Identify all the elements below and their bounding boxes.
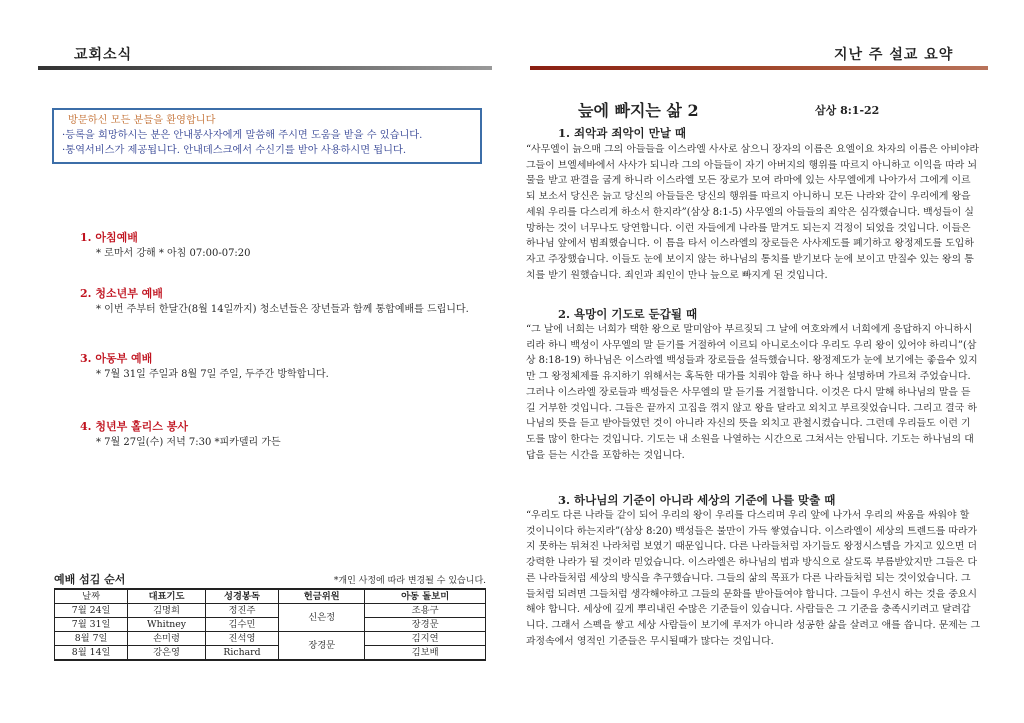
schedule-table bbox=[54, 588, 486, 661]
sermon-reference: 삼상 8:1-22 bbox=[815, 104, 880, 117]
news-body: * 7월 27일(수) 저녁 7:30 *피카델리 가든 bbox=[96, 437, 281, 448]
news-item-morning-service bbox=[80, 229, 251, 259]
welcome-translation-note: ·통역서비스가 제공됩니다. 안내데스크에서 수신기를 받아 사용하시면 됩니다. bbox=[62, 145, 407, 156]
cell-date: 8월 7일 bbox=[55, 632, 128, 646]
sermon-point-text: “우리도 다른 나라들 같이 되어 우리의 왕이 우리를 다스리며 우리 앞에 나가서 우리의 싸움을 싸워야 할 것이니이다 하는지라”(삼상 8:20) 백성들은 불만이 가득 쌓였습니다. 이스라엘이 세상의 트렌드를 따라가지 못하는 뒤쳐진 나라처럼 보였기 때문입니다. 다른 나라들처럼 자기들도 왕정시스템을 가지고 있으면 더 강력한 나라가 될 것이라 믿었습니다. 이스라엘은 하나님의 법과 방식으로 살도록 부름받았지만 그들은 다른 나라들처럼 세상의 방식을 추구했습니다. 그들의 삶의 목표가 다른 나라들처럼 되는 것이었습니다. 그들처럼 되려면 그들처럼 생각해야하고 그들의 문화를 받아들여야 합니다. 그들이 우선시 하는 것을 중요시해야 합니다. 세상에 깊게 뿌리내린 수많은 기준들이 있습니다. 사람들은 그 기준을 충족시키려고 달려갑니다. 그래서 스펙을 쌓고 세상 사람들이 보기에 루저가 아니라 성공한 삶을 살려고 애를 씁니다. 문제는 그 과정속에서 영적인 기준들은 무시될때가 많다는 것입니다. bbox=[526, 510, 981, 647]
section-header-sermon-summary: 지난 주 설교 요약 bbox=[834, 47, 954, 63]
welcome-greeting: 방문하신 모든 분들을 환영합니다 bbox=[68, 115, 216, 126]
schedule-note: *개인 사정에 따라 변경될 수 있습니다. bbox=[333, 576, 486, 586]
col-childcare: 아동 돌보미 bbox=[365, 589, 486, 604]
sermon-point-text: “그 날에 너희는 너희가 택한 왕으로 말미암아 부르짖되 그 날에 여호와께서 너희에게 응답하지 아니하시리라 하니 백성이 사무엘의 말 듣기를 거절하여 이르되 아니로소이다 우리도 우리 왕이 있어야 하리니”(삼상 8:18-19) 하나님은 이스라엘 백성들과 장로들을 설득했습니다. 왕정제도가 눈에 보기에는 좋을수 있지만 그 왕정체제를 유지하기 위해서는 혹독한 대가를 치뤄야 함을 하나 하나 설명하며 가르쳐 주었습니다. 그러나 이스라엘 장로들과 백성들은 사무엘의 말 듣기를 거절합니다. 이것은 다시 말해 하나님의 말을 듣길 거부한 것입니다. 그들은 끝까지 고집을 꺾지 않고 왕을 달라고 외치고 부르짖었습니다. 그리고 결국 하나님의 뜻을 듣고 받아들였던 것이 아니라 자신의 뜻을 외치고 관철시켰습니다. 그런데 우리들도 이런 기도를 많이 한다는 것입니다. 기도는 내 소원을 나열하는 시간으로 그쳐서는 안됩니다. 기도는 하나님의 대답을 듣는 시간을 포함하는 것입니다. bbox=[526, 324, 978, 461]
header-divider bbox=[38, 66, 492, 70]
news-body: * 로마서 강해 * 아침 07:00-07:20 bbox=[96, 248, 251, 259]
sermon-point-heading: 1. 죄악과 죄악이 만날 때 bbox=[558, 126, 686, 140]
news-title: 4. 청년부 홀리스 봉사 bbox=[80, 420, 188, 433]
col-scripture-reading: 성경봉독 bbox=[205, 589, 278, 604]
news-title: 2. 청소년부 예배 bbox=[80, 287, 163, 300]
cell-date: 7월 31일 bbox=[55, 618, 128, 632]
col-date: 날짜 bbox=[55, 589, 128, 604]
table-row bbox=[55, 618, 486, 632]
cell-prayer: 김명희 bbox=[128, 604, 206, 618]
sermon-title: 늪에 빠지는 삶 2 bbox=[578, 101, 699, 120]
sermon-point-heading: 3. 하나님의 기준이 아니라 세상의 기준에 나를 맞출 때 bbox=[558, 493, 836, 507]
schedule-title: 예배 섬김 순서 bbox=[54, 573, 126, 586]
news-body: * 이번 주부터 한달간(8월 14일까지) 청소년들은 장년들과 함께 통합예배를 드립니다. bbox=[96, 304, 469, 315]
news-item-youth-service bbox=[80, 285, 469, 315]
cell-reading: 김수민 bbox=[205, 618, 278, 632]
welcome-box bbox=[52, 108, 482, 164]
news-body: * 7월 31일 주일과 8월 7일 주일, 두주간 방학합니다. bbox=[96, 369, 329, 380]
cell-childcare: 장경문 bbox=[365, 618, 486, 632]
cell-date: 8월 14일 bbox=[55, 646, 128, 661]
news-title: 3. 아동부 예배 bbox=[80, 352, 153, 365]
news-title: 1. 아침예배 bbox=[80, 231, 138, 244]
cell-prayer: 강은영 bbox=[128, 646, 206, 661]
header-divider bbox=[530, 66, 988, 70]
table-header-row bbox=[55, 589, 486, 604]
news-item-children-service bbox=[80, 350, 329, 380]
cell-prayer: 손미령 bbox=[128, 632, 206, 646]
cell-prayer: Whitney bbox=[128, 618, 206, 632]
welcome-registration-note: ·등록을 희망하시는 분은 안내봉사자에게 말씀해 주시면 도움을 받을 수 있습니다. bbox=[62, 130, 423, 141]
cell-offering: 신은정 bbox=[279, 604, 365, 632]
table-row bbox=[55, 646, 486, 661]
sermon-point-text: “사무엘이 늙으매 그의 아들들을 이스라엘 사사로 삼으니 장자의 이름은 요엘이요 차자의 이름은 아비야라 그들이 브엘세바에서 사사가 되니라 그의 아들들이 자기 아버지의 행위를 따르지 아니하고 이익을 따라 뇌물을 받고 판결을 굽게 하니라 이스라엘 모든 장로가 모여 라마에 있는 사무엘에게 나아가서 그에게 이르되 보소서 당신은 늙고 당신의 아들들은 당신의 행위를 따르지 아니하니 모든 나라와 같이 우리에게 왕을 세워 우리를 다스리게 하소서 한지라”(삼상 8:1-5) 사무엘의 아들들의 죄악은 심각했습니다. 백성들이 실망하는 것이 너무나도 당연합니다. 이런 자들에게 나라를 맡겨도 되는지 걱정이 되었을 것입니다. 이들은 하나님 앞에서 범죄했습니다. 이 틈을 타서 이스라엘의 장로들은 사사제도를 폐기하고 왕정제도를 도입하자고 주장했습니다. 이들도 눈에 보이지 않는 하나님의 통치를 받기보다 눈에 보이고 만질수 있는 왕의 통치를 받기 원했습니다. 죄인과 죄인이 만나 늪으로 빠지게 된 것입니다. bbox=[526, 144, 979, 281]
sermon-point-heading: 2. 욕망이 기도로 둔갑될 때 bbox=[558, 307, 698, 321]
news-item-young-adult-volunteer bbox=[80, 418, 281, 448]
cell-reading: 진석영 bbox=[205, 632, 278, 646]
cell-reading: 정진주 bbox=[205, 604, 278, 618]
col-prayer: 대표기도 bbox=[128, 589, 206, 604]
cell-childcare: 조용구 bbox=[365, 604, 486, 618]
cell-childcare: 김지연 bbox=[365, 632, 486, 646]
cell-childcare: 김보배 bbox=[365, 646, 486, 661]
table-row bbox=[55, 632, 486, 646]
section-header-church-news: 교회소식 bbox=[74, 47, 133, 63]
cell-offering: 장경문 bbox=[279, 632, 365, 661]
cell-reading: Richard bbox=[205, 646, 278, 661]
cell-date: 7월 24일 bbox=[55, 604, 128, 618]
col-offering: 헌금위원 bbox=[279, 589, 365, 604]
table-row bbox=[55, 604, 486, 618]
